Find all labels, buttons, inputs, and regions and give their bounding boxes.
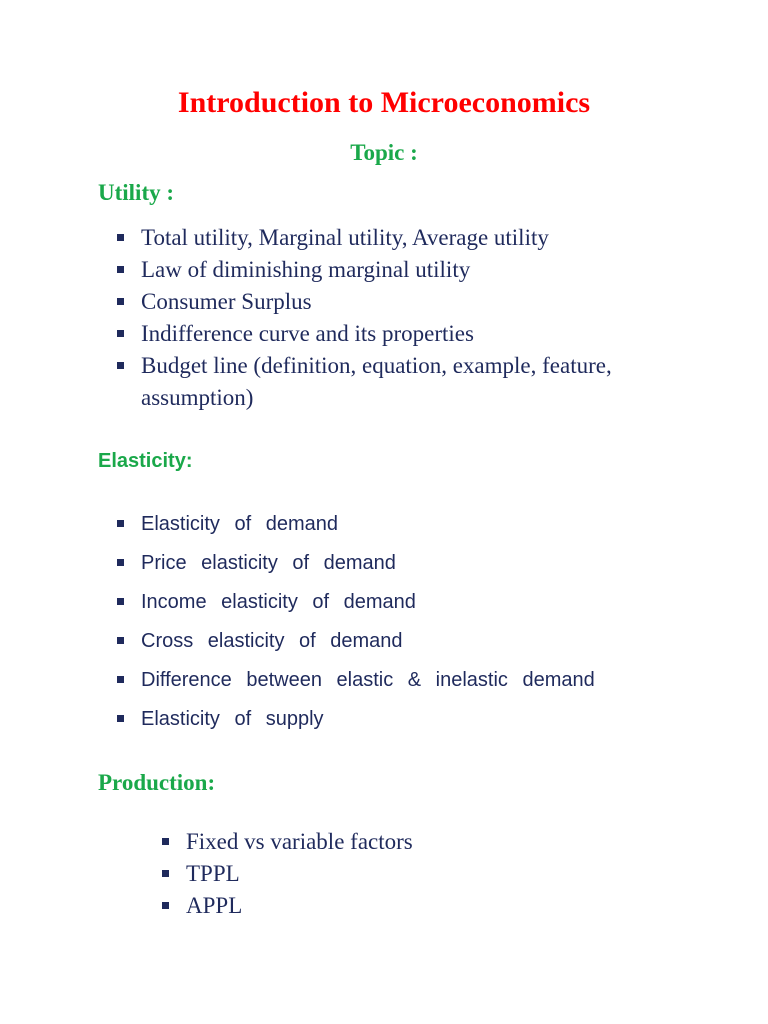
square-bullet-icon	[117, 676, 124, 683]
square-bullet-icon	[117, 520, 124, 527]
list-item	[117, 544, 737, 583]
square-bullet-icon	[117, 330, 124, 337]
list-item	[117, 700, 737, 739]
section-heading-production	[94, 770, 215, 796]
list-item	[162, 826, 562, 858]
square-bullet-icon	[117, 362, 124, 369]
page-title: Introduction to Microeconomics	[177, 86, 591, 119]
square-bullet-icon	[117, 715, 124, 722]
list-item	[117, 254, 697, 286]
section-heading-elasticity	[94, 450, 192, 473]
section-heading-label: Utility :	[98, 180, 175, 205]
square-bullet-icon	[117, 298, 124, 305]
list-item-text: Income elasticity of demand	[141, 591, 416, 613]
topic-heading: Topic :	[350, 140, 418, 165]
square-bullet-icon	[162, 838, 169, 845]
list-item-text: Law of diminishing marginal utility	[141, 257, 471, 282]
section-heading-label: Production:	[98, 770, 216, 795]
section-heading-utility	[94, 180, 174, 206]
list-item-text: Fixed vs variable factors	[186, 829, 413, 854]
list-item-text: Indifference curve and its properties	[141, 321, 474, 346]
list-item	[162, 858, 562, 890]
square-bullet-icon	[117, 637, 124, 644]
list-item-text: Budget line (definition, equation, example, feature, assumption)	[141, 353, 612, 410]
list-item	[117, 318, 697, 350]
list-item-text: Cross elasticity of demand	[141, 630, 403, 652]
list-item-text: APPL	[186, 893, 243, 918]
production-topic-list	[162, 826, 562, 922]
elasticity-topic-list	[117, 505, 737, 739]
square-bullet-icon	[117, 234, 124, 241]
square-bullet-icon	[117, 598, 124, 605]
list-item	[162, 890, 562, 922]
list-item-text: Total utility, Marginal utility, Average utility	[141, 225, 549, 250]
list-item	[117, 583, 737, 622]
square-bullet-icon	[162, 902, 169, 909]
list-item-text: Elasticity of supply	[141, 708, 324, 730]
list-item-text: Price elasticity of demand	[141, 552, 396, 574]
list-item-text: Consumer Surplus	[141, 289, 312, 314]
square-bullet-icon	[162, 870, 169, 877]
list-item	[117, 350, 697, 414]
list-item	[117, 222, 697, 254]
square-bullet-icon	[117, 266, 124, 273]
list-item	[117, 661, 737, 700]
square-bullet-icon	[117, 559, 124, 566]
section-heading-label: Elasticity:	[98, 450, 193, 472]
list-item-text: Elasticity of demand	[141, 513, 338, 535]
list-item	[117, 286, 697, 318]
list-item	[117, 505, 737, 544]
list-item-text: Difference between elastic & inelastic demand	[141, 669, 595, 691]
list-item	[117, 622, 737, 661]
list-item-text: TPPL	[186, 861, 240, 886]
utility-topic-list	[117, 222, 697, 414]
